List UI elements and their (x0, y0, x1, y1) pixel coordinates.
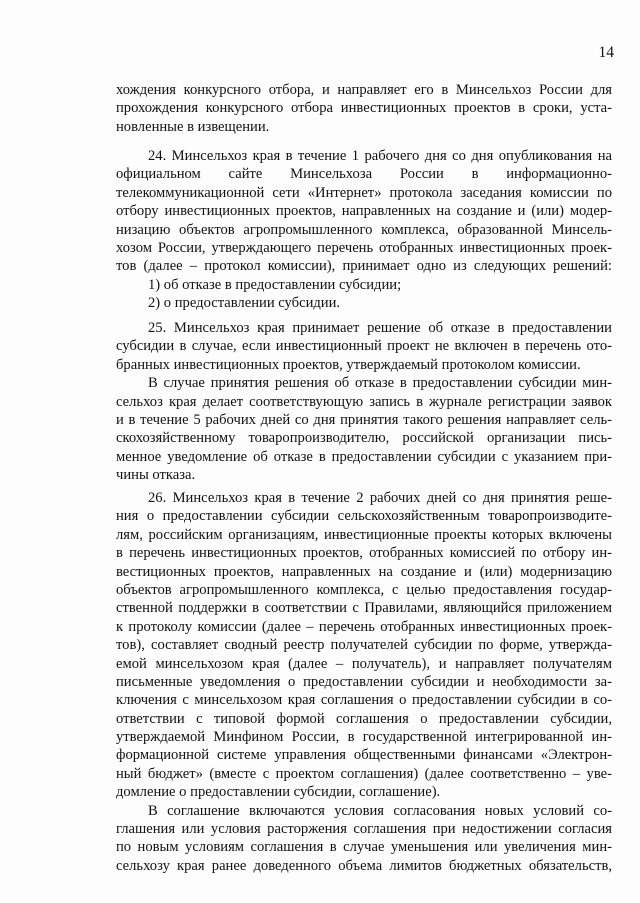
text-line: утверждаемой Минфином России, в государственной интегрированной ин- (116, 729, 612, 746)
text-line: домление о предоставлении субсидии, соглашение). (116, 784, 441, 801)
text-line: хождения конкурсного отбора, и направляет его в Минсельхоз России для (116, 82, 612, 98)
text-line: лям, российским организациям, инвестиционные проекты которых включены (116, 526, 612, 543)
text-line: 26. Минсельхоз края в течение 2 рабочих дней со дня принятия реше- (148, 490, 612, 506)
text-line: формационной системе управления общественными финансами «Электрон- (116, 747, 612, 764)
text-line: к протоколу комиссии (далее – перечень отобранных инвестиционных проек- (116, 618, 612, 635)
text-line: в перечень инвестиционных проектов, отобранных комиссией по отбору ин- (116, 545, 612, 562)
text-line: прохождения конкурсного отбора инвестиционных проектов в сроки, уста- (116, 100, 612, 117)
text-line: субсидии в случае, если инвестиционный проект не включен в перечень ото- (116, 338, 612, 355)
paragraph-item-25 (116, 319, 612, 485)
list-item: 1) об отказе в предоставлении субсидии; (148, 276, 402, 293)
text-line: новленные в извещении. (116, 118, 270, 135)
text-line: чины отказа. (116, 467, 196, 484)
text-line: сельхоз края делает соответствующую запись в журнале регистрации заявок (116, 393, 612, 410)
text-line: официальном сайте Минсельхоза России в информационно- (116, 166, 612, 183)
text-line: бранных инвестиционных проектов, утверждаемый протоколом комиссии. (116, 356, 581, 373)
text-line: по новым условиям соглашения в случае уменьшения или увеличения мин- (116, 839, 612, 856)
text-line: хозом России, утверждающего перечень отобранных инвестиционных проек- (116, 239, 612, 256)
paragraph-item-26 (116, 489, 612, 875)
text-line: скохозяйственному товаропроизводителю, российской организации пись- (116, 430, 612, 447)
text-line: вестиционных проектов, направленных на создание и (или) модернизацию (116, 563, 612, 580)
text-line: письменные уведомления о предоставлении субсидии и необходимости за- (116, 673, 612, 690)
text-line: В соглашение включаются условия согласования новых условий со- (148, 802, 612, 819)
text-line: сельхозу края ранее доведенного объема лимитов бюджетных обязательств, (116, 857, 612, 874)
text-line: тов (далее – протокол комиссии), принимает одно из следующих решений: (116, 258, 612, 275)
text-line: ственной поддержки в соответствии с Правилами, являющийся приложением (116, 600, 612, 617)
text-line: менное уведомление об отказе в предоставлении субсидии с указанием при- (116, 448, 612, 465)
text-line: ключения с минсельхозом края соглашения о предоставлении субсидии в со- (116, 692, 612, 709)
text-line: глашения или условия расторжения соглашения при недостижении согласия (116, 821, 612, 838)
text-line: емой минсельхозом края (далее – получатель), и направляет получателям (116, 655, 612, 672)
text-line: ответствии с типовой формой соглашения о предоставлении субсидии, (116, 710, 612, 727)
text-line: телекоммуникационной сети «Интернет» протокола заседания комиссии по (116, 184, 612, 201)
text-line: ный бюджет» (вместе с проектом соглашения) (далее соответственно – уве- (116, 765, 612, 782)
text-line: и в течение 5 рабочих дней со дня принятия такого решения направляет сель- (116, 411, 612, 428)
paragraph-item-24 (116, 147, 612, 313)
page-number: 14 (598, 44, 614, 61)
text-line: низацию объектов агропромышленного комплекса, образованной Минсель- (116, 221, 612, 238)
list-item: 2) о предоставлении субсидии. (148, 295, 341, 312)
text-line: В случае принятия решения об отказе в предоставлении субсидии мин- (148, 375, 612, 392)
text-line: объектов агропромышленного комплекса, с целью предоставления государ- (116, 581, 612, 598)
text-line: ния о предоставлении субсидии сельскохозяйственным товаропроизводите- (116, 508, 612, 525)
text-line: 25. Минсельхоз края принимает решение об отказе в предоставлении (148, 320, 612, 336)
text-line: 24. Минсельхоз края в течение 1 рабочего дня со дня опубликования на (148, 148, 612, 164)
text-line: отбору инвестиционных проектов, направленных на создание и (или) модер- (116, 203, 612, 220)
text-line: тов), составляет сводный реестр получателей субсидии по форме, утвержда- (116, 637, 612, 654)
paragraph-continuation (116, 81, 612, 136)
